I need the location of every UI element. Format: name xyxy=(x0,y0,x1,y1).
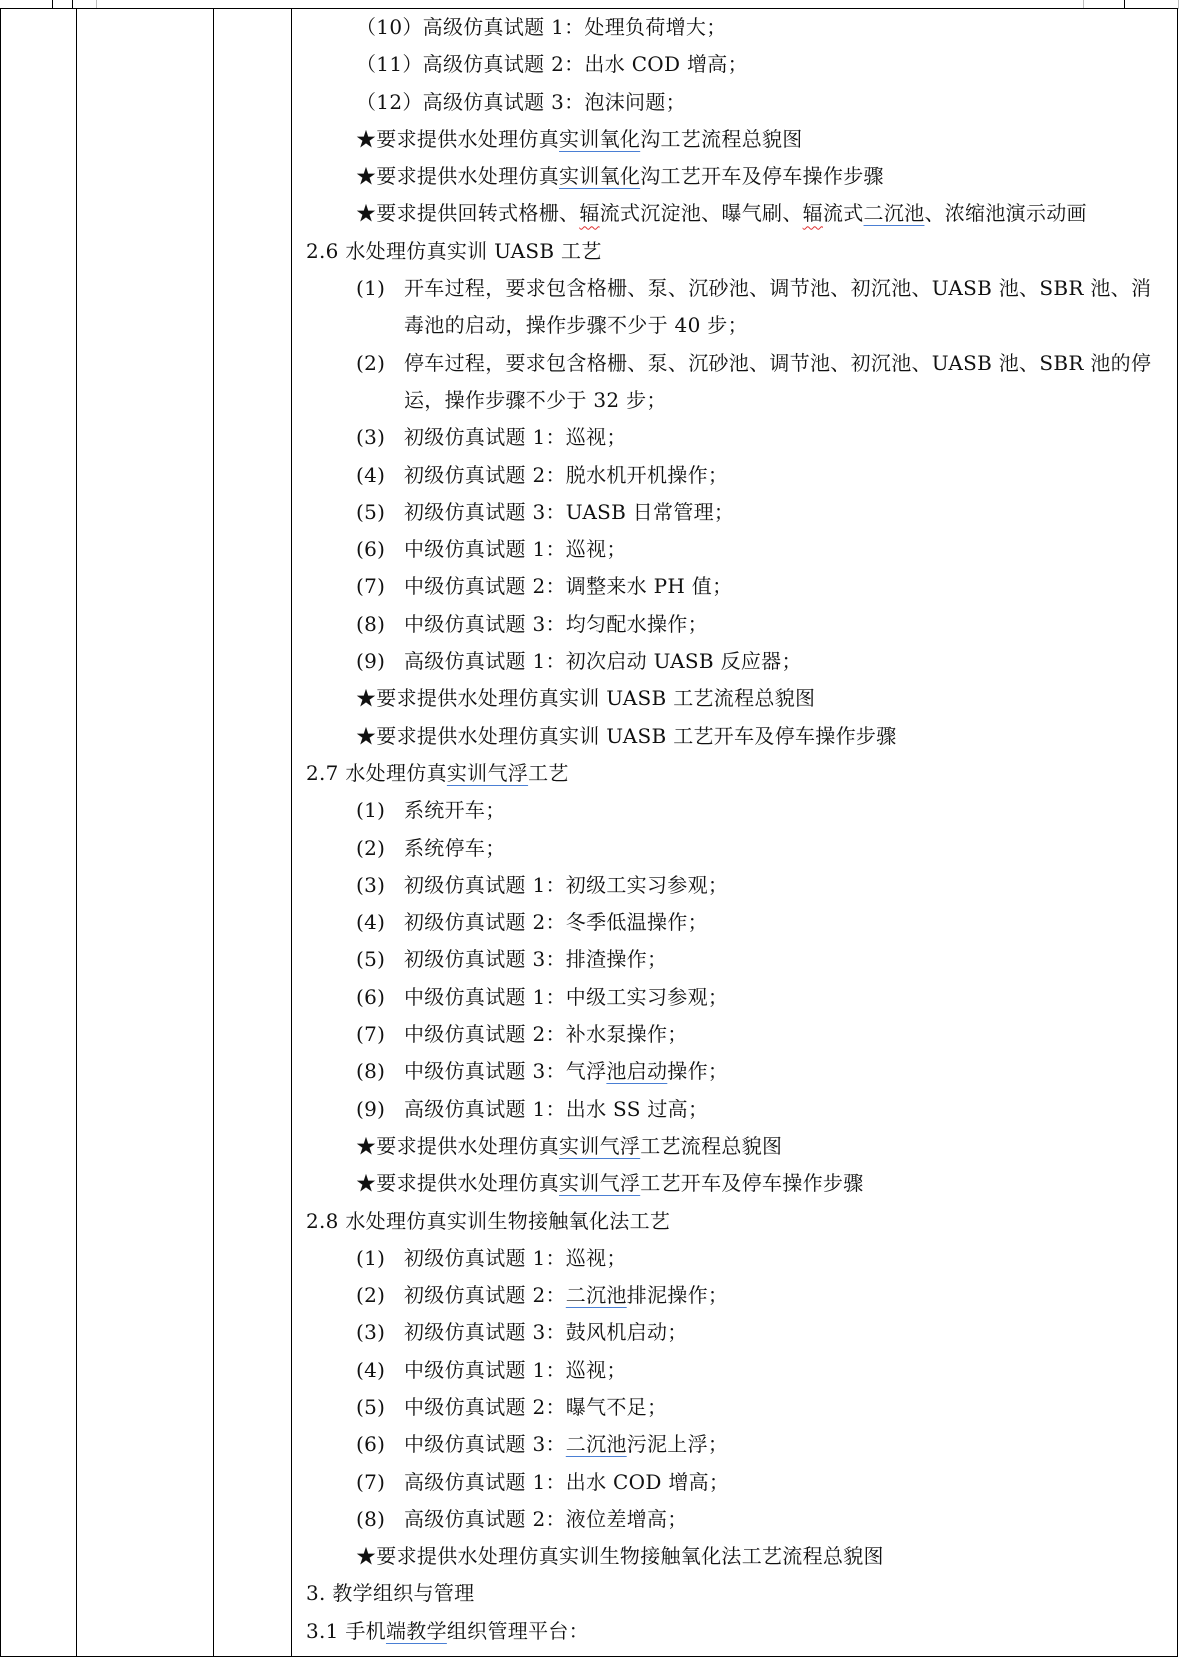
list-item xyxy=(292,1464,1172,1501)
text: ★要求提供水处理仿真 xyxy=(356,1133,559,1158)
list-item xyxy=(292,830,1172,867)
text: 实训氧化 xyxy=(559,126,641,151)
table-column-border xyxy=(76,9,77,1656)
text: 池启动 xyxy=(606,1059,668,1084)
item-text: 中级仿真试题 3：气浮池启动操作； xyxy=(404,1059,729,1084)
text-line: （11）高级仿真试题 2：出水 COD 增高； xyxy=(356,52,748,77)
list-item xyxy=(292,531,1172,568)
section-heading: 2.8 水处理仿真实训生物接触氧化法工艺 xyxy=(306,1208,671,1233)
list-item xyxy=(292,867,1172,904)
list-item xyxy=(292,792,1172,829)
item-text: 初级仿真试题 2：脱水机开机操作； xyxy=(404,462,729,487)
list-item xyxy=(292,345,1172,382)
text: 二沉池 xyxy=(565,1432,627,1457)
item-number: (9) xyxy=(356,649,386,674)
requirement-line: ★要求提供水处理仿真实训 UASB 工艺流程总貌图 xyxy=(356,686,816,711)
list-item xyxy=(292,1501,1172,1538)
text: 2.7 水处理仿真 xyxy=(306,760,447,785)
list-item xyxy=(292,1240,1172,1277)
item-number: (1) xyxy=(356,1245,386,1270)
item-text: 初级仿真试题 2：冬季低温操作； xyxy=(404,910,708,935)
item-text: 中级仿真试题 1：巡视； xyxy=(404,1357,627,1382)
item-number: (6) xyxy=(356,1432,386,1457)
item-text: 中级仿真试题 1：巡视； xyxy=(404,537,627,562)
list-item xyxy=(292,979,1172,1016)
text: 组织管理平台： xyxy=(446,1618,589,1643)
list-item xyxy=(292,643,1172,680)
section-heading xyxy=(292,755,1172,792)
item-text: 停车过程，要求包含格栅、泵、沉砂池、调节池、初沉池、UASB 池、SBR 池的停 xyxy=(404,350,1152,375)
item-text: 中级仿真试题 2：补水泵操作； xyxy=(404,1022,688,1047)
item-number: (8) xyxy=(356,1506,386,1531)
list-item xyxy=(292,1389,1172,1426)
text: 实训气浮 xyxy=(559,1171,641,1196)
section-heading: 3. 教学组织与管理 xyxy=(306,1581,475,1606)
list-item xyxy=(292,568,1172,605)
item-number: (3) xyxy=(356,1320,386,1345)
text: 辐 xyxy=(579,201,600,226)
text: 实训气浮 xyxy=(446,760,529,785)
section-heading: 2.6 水处理仿真实训 UASB 工艺 xyxy=(306,238,602,263)
item-text: 初级仿真试题 3：排渣操作； xyxy=(404,947,668,972)
item-text: 系统停车； xyxy=(404,835,506,860)
table-column-border xyxy=(213,9,214,1656)
item-number: (7) xyxy=(356,1022,386,1047)
item-text: 高级仿真试题 1：出水 SS 过高； xyxy=(404,1096,709,1121)
item-number: (2) xyxy=(356,835,386,860)
text: 实训氧化 xyxy=(559,164,641,189)
list-item xyxy=(292,1352,1172,1389)
item-number: (7) xyxy=(356,1469,386,1494)
spec-content-cell xyxy=(292,9,1172,1650)
item-number: (1) xyxy=(356,798,386,823)
item-number: (5) xyxy=(356,1394,386,1419)
text: 、浓缩池演示动画 xyxy=(924,201,1087,226)
list-item xyxy=(292,1426,1172,1463)
item-text: 初级仿真试题 1：初级工实习参观； xyxy=(404,872,729,897)
requirement-line: ★要求提供水处理仿真实训生物接触氧化法工艺流程总貌图 xyxy=(356,1544,884,1569)
item-text: 初级仿真试题 1：巡视； xyxy=(404,1245,627,1270)
text: ★要求提供回转式格栅、 xyxy=(356,201,580,226)
item-text: 高级仿真试题 1：出水 COD 增高； xyxy=(404,1469,730,1494)
list-item xyxy=(292,1053,1172,1090)
list-item xyxy=(292,457,1172,494)
list-item xyxy=(292,904,1172,941)
item-number: (3) xyxy=(356,425,386,450)
requirement-line xyxy=(292,195,1172,232)
text: 端教学 xyxy=(385,1618,447,1643)
item-number: (3) xyxy=(356,872,386,897)
text-line: （12）高级仿真试题 3：泡沫问题； xyxy=(356,89,686,114)
item-number: (8) xyxy=(356,1059,386,1084)
table-column-border xyxy=(0,9,1,1656)
item-number: (5) xyxy=(356,947,386,972)
text: ★要求提供水处理仿真 xyxy=(356,164,559,189)
item-text: 高级仿真试题 2：液位差增高； xyxy=(404,1506,688,1531)
text: ★要求提供水处理仿真 xyxy=(356,1171,559,1196)
list-item xyxy=(292,941,1172,978)
item-text: 中级仿真试题 2：曝气不足； xyxy=(404,1394,668,1419)
item-text: 中级仿真试题 3：均匀配水操作； xyxy=(404,611,708,636)
item-text: 系统开车； xyxy=(404,798,506,823)
item-number: (2) xyxy=(356,1283,386,1308)
list-item-continuation: 毒池的启动，操作步骤不少于 40 步； xyxy=(404,313,748,338)
list-item xyxy=(292,270,1172,307)
item-text: 中级仿真试题 3：二沉池污泥上浮； xyxy=(404,1432,729,1457)
text: ★要求提供水处理仿真 xyxy=(356,126,559,151)
requirement-line xyxy=(292,121,1172,158)
item-number: (4) xyxy=(356,462,386,487)
list-item xyxy=(292,606,1172,643)
text: 实训气浮 xyxy=(559,1133,641,1158)
list-item xyxy=(292,1016,1172,1053)
text: 3.1 手机 xyxy=(306,1618,386,1643)
item-number: (9) xyxy=(356,1096,386,1121)
item-number: (8) xyxy=(356,611,386,636)
text: 工艺流程总貌图 xyxy=(640,1133,783,1158)
item-text: 高级仿真试题 1：初次启动 UASB 反应器； xyxy=(404,649,802,674)
item-text: 初级仿真试题 3：鼓风机启动； xyxy=(404,1320,688,1345)
item-number: (7) xyxy=(356,574,386,599)
item-text: 中级仿真试题 2：调整来水 PH 值； xyxy=(404,574,733,599)
text: 工艺开车及停车操作步骤 xyxy=(640,1171,864,1196)
text: 工艺 xyxy=(528,760,569,785)
item-number: (4) xyxy=(356,1357,386,1382)
section-heading xyxy=(292,1613,1172,1650)
requirement-line xyxy=(292,158,1172,195)
item-number: (4) xyxy=(356,910,386,935)
list-item xyxy=(292,1091,1172,1128)
item-number: (6) xyxy=(356,537,386,562)
list-item xyxy=(292,494,1172,531)
item-text: 中级仿真试题 1：中级工实习参观； xyxy=(404,984,729,1009)
spec-table xyxy=(0,9,1178,1657)
header-divider xyxy=(1178,0,1179,9)
text: 沟工艺流程总貌图 xyxy=(640,126,803,151)
text: 流式沉淀池、曝气刷、 xyxy=(599,201,803,226)
list-item xyxy=(292,1277,1172,1314)
text: 流式 xyxy=(822,201,864,226)
item-text: 初级仿真试题 3：UASB 日常管理； xyxy=(404,499,735,524)
item-number: (2) xyxy=(356,350,386,375)
item-text: 开车过程，要求包含格栅、泵、沉砂池、调节池、初沉池、UASB 池、SBR 池、消 xyxy=(404,276,1152,301)
item-number: (1) xyxy=(356,276,386,301)
requirement-line xyxy=(292,1128,1172,1165)
text: 二沉池 xyxy=(863,201,925,226)
list-item xyxy=(292,419,1172,456)
text: 沟工艺开车及停车操作步骤 xyxy=(640,164,884,189)
text-line: （10）高级仿真试题 1：处理负荷增大； xyxy=(356,15,727,39)
item-number: (6) xyxy=(356,984,386,1009)
text: 二沉池 xyxy=(565,1283,627,1308)
item-text: 初级仿真试题 2：二沉池排泥操作； xyxy=(404,1283,729,1308)
requirement-line: ★要求提供水处理仿真实训 UASB 工艺开车及停车操作步骤 xyxy=(356,723,897,748)
text: 辐 xyxy=(802,201,823,226)
item-number: (5) xyxy=(356,499,386,524)
list-item xyxy=(292,1314,1172,1351)
requirement-line xyxy=(292,1165,1172,1202)
list-item-continuation: 运，操作步骤不少于 32 步； xyxy=(404,387,667,412)
item-text: 初级仿真试题 1：巡视； xyxy=(404,425,627,450)
